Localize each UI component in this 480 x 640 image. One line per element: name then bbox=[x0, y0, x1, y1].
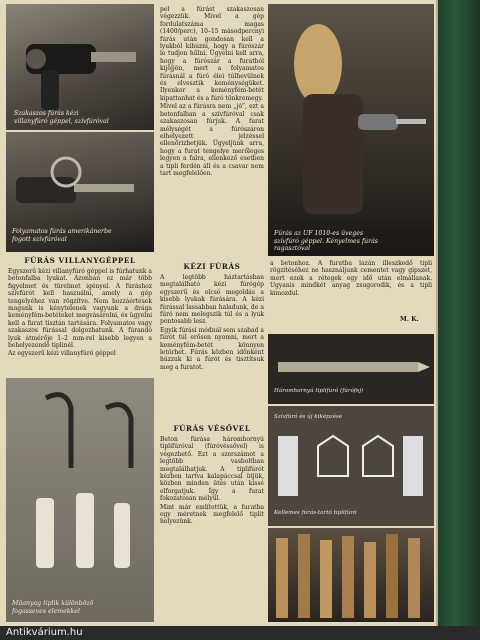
woman-drilling-photo bbox=[268, 4, 434, 256]
photo5-caption: Háromhornyú tiplifúró (fúrófej) bbox=[274, 388, 364, 394]
kezi-furas-heading: KÉZI FÚRÁS bbox=[183, 262, 241, 271]
drill-photo-2 bbox=[6, 132, 154, 252]
column2b-paragraph: A legtöbb háztartásban megtalálható kézi fúrógép egyszerű és olcsó megoldás a kisebb lyukak fúrására. A kézi fúrással lassabban haladunk, de a fúró nem melegszik túl és a lyuk pontosabb lesz. bbox=[160, 274, 264, 326]
fixture-diagram-icon bbox=[268, 406, 434, 526]
column3-paragraph: a betonhoz. A furatba lazán illeszkedő tipli rögzítéséhez ne használjunk cementet vagy gipszet, mert ezek a rétegek egy idő után elmállanak. Ugyanis mindkét anyag zsugorodik, és a tipli kimozdul. bbox=[270, 260, 432, 297]
column2c-text bbox=[160, 436, 264, 527]
column2c-paragraph: Beton fúrása háromhornyú tiplifúróval (fúróvéssővel) is végezhető. Ezt a szerszámot a legtöbb vasboltban megtalálhatjuk. A tiplifúrót kézben tartva kalapáccsal ütjük, közben minden ütés után kissé elforgatjuk. Így a furat fokozatosan mélyül. bbox=[160, 436, 264, 503]
photo7-caption: Kellemes fúrás-tartó tiplifúró bbox=[274, 510, 357, 516]
photo4-caption: Műanyag tiplik különböző fogasseves elemekkel bbox=[12, 600, 94, 615]
column2-paragraph: Mivel az a fúrásra nem „jó”, ezt a betonfalban a szívfúróval csak szakaszosan fúrjuk. A furat mélységét a fúrószáron elhelyezett jelzéssel ellenőrizhetjük. Ügyeljünk arra, hogy a furat tengelye merőleges legyen a falra, ellenkező esetben a tipli ferdén áll és a csavar nem tart megfelelően. bbox=[160, 103, 264, 177]
column2b-text bbox=[160, 274, 264, 372]
column2b-paragraph: Egyik fúrási módnál sem szabad a fúrót túl erősen nyomni, mert a keményfém-betét könnyen letörhet. Fúrás közben időnként húzzuk ki a fúrót és tisztítsuk meg a furatot. bbox=[160, 326, 264, 371]
column3-text bbox=[270, 260, 432, 298]
watermark-bar bbox=[0, 626, 480, 640]
watermark-logo: Antikvárium.hu bbox=[6, 627, 83, 638]
tiplifuro-photo bbox=[268, 334, 434, 404]
drill-bits-icon bbox=[268, 528, 434, 622]
column2-paragraph: pel a fúrást szakaszosan végezzük. Mivel a gép fordulatszáma magas (1400/perc), 10–15 másodpercnyi fúrás után gondosan kell a lyukból kihúzni, hogy a fúrószár le tudjon hűlni. Ügyelni kell arra, hogy a fúrószár a furatból kijöjjön, mert a folyamatos fúrásnál a fúró élei túlhevülnek és elvesztik keménységüket. Ilyenkor a keményfém-betét kipattanhat és a fúró tönkremegy. bbox=[160, 6, 264, 102]
column1-paragraph: Egyszerű kézi villanyfúró géppel is fúrhatunk a betonfalba lyukat. Azonban ez már több figyelmet és türelmet igényel. A fúráshoz szívfúrót kell használni, amely a gép tengelyéhez van rögzítve. Nem hozzáértések magunk is kénytelenek vagyunk a drága keményfém-betéteket megvásárolni, és ügyelni kell a furat tisztán tartására. Folyamatos vagy szakaszos fúrással dolgozhatunk. A fúrandó lyuk átmérője 1–2 mm-rel kisebb legyen a behelyezendő tiplinél. bbox=[8, 268, 152, 350]
photo6-caption: Szívfúró és új kiképzése bbox=[274, 414, 343, 420]
drill-bits-photo bbox=[268, 528, 434, 622]
photo3-caption: Fúrás az UF 1010-es üveges szívfúró géppel. Kényelmes fúrás ragasztóval bbox=[274, 230, 378, 253]
furas-vesovel-heading: FÚRÁS VÉSŐVEL bbox=[173, 424, 251, 433]
drill-photo-1 bbox=[6, 4, 154, 130]
woman-drilling-icon bbox=[268, 4, 434, 256]
column2-text bbox=[160, 6, 264, 178]
diagram-photo bbox=[268, 406, 434, 526]
plugs-hooks-icon bbox=[6, 378, 154, 622]
column1-text bbox=[8, 268, 152, 359]
photo2-caption: Folyamatos fúrás amerikánerbe fogott szívfúróval bbox=[12, 228, 112, 243]
author-signature: M. K. bbox=[400, 316, 419, 323]
plugs-photo bbox=[6, 378, 154, 622]
column2c-paragraph: Mint már említettük, a furatba egy méretnek megfelelő tiplit helyezünk. bbox=[160, 503, 264, 526]
column1-paragraph: Az egyszerű kézi villanyfúró géppel bbox=[8, 350, 116, 358]
photo1-caption: Szakaszos fúrás kézi villanyfúró géppel, szívfúróval bbox=[14, 110, 109, 125]
book-spine bbox=[438, 0, 480, 640]
column1-heading: FÚRÁS VILLANYGÉPPEL bbox=[24, 256, 136, 265]
